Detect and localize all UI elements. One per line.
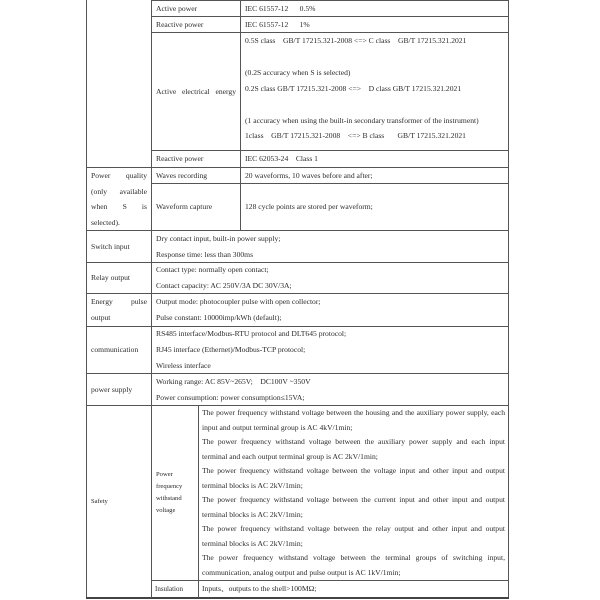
label-text: Reactive power	[156, 154, 204, 163]
value-text: 20 waveforms, 10 waves before and after;	[245, 170, 373, 180]
energy-pulse-label	[87, 294, 151, 326]
label-text: Switch input	[91, 241, 130, 251]
value-line: Wireless interface	[156, 361, 211, 370]
value-text: Inputs、outputs to the shell>100MΩ;	[202, 584, 317, 593]
withstand-item: The power frequency withstand voltage between the housing and the auxiliary power supply, each input and output terminal group is AC 4kV/1min;	[202, 408, 505, 432]
value-line: Dry contact input, built-in power supply;	[156, 233, 281, 243]
insulation-value	[199, 581, 508, 597]
insulation-label	[152, 581, 198, 597]
energy-line	[245, 49, 504, 65]
value-text: IEC 61557-12 1%	[245, 19, 310, 29]
energy-line: (0.2S accuracy when S is selected)	[245, 68, 351, 77]
energy-pulse-value	[152, 294, 508, 326]
waveform-capture-value	[241, 184, 508, 230]
energy-line: 1class GB/T 17215.321-2008 <=> B class GB/T 17215.321.2021	[245, 131, 466, 140]
energy-line: 0.5S class GB/T 17215.321-2008 <=> C class GB/T 17215.321.2021	[245, 36, 467, 45]
value-line: Contact capacity: AC 250V/3A DC 30V/3A;	[156, 281, 292, 290]
value-line: Pulse constant: 10000imp/kWh (default);	[156, 313, 282, 322]
safety-label	[87, 406, 151, 597]
label-text: Active electrical energy	[156, 86, 236, 96]
withstand-item: The power frequency withstand voltage between the current input and other input and output terminal blocks is AC 2kV/1min;	[202, 495, 505, 519]
value-line: Output mode: photocoupler pulse with open collector;	[156, 297, 321, 306]
switch-input-label	[87, 231, 151, 262]
reactive-power-label	[152, 17, 240, 32]
value-line: Contact type: normally open contact;	[156, 265, 269, 274]
communication-label	[87, 327, 151, 373]
label-text: Power frequency withstand voltage	[156, 471, 183, 514]
energy-line	[245, 97, 504, 113]
power-supply-label	[87, 374, 151, 405]
label-text: Waveform capture	[156, 202, 213, 211]
value-text: IEC 61557-12 0.5%	[245, 3, 316, 13]
active-power-value	[241, 1, 508, 16]
label-text: Safety	[91, 497, 108, 505]
active-energy-label	[152, 33, 240, 150]
label-text: Reactive power	[156, 19, 204, 29]
withstand-item: The power frequency withstand voltage between the voltage input and other input and output terminal blocks is AC 2kV/1min;	[202, 466, 505, 490]
border	[508, 0, 509, 598]
withstand-voltage-value	[199, 406, 508, 580]
label-text: communication	[91, 345, 139, 354]
border	[86, 597, 509, 599]
value-line: RJ45 interface (Ethernet)/Modbus-TCP protocol;	[156, 345, 306, 354]
value-text: IEC 62053-24 Class 1	[245, 154, 318, 163]
energy-line: 0.2S class GB/T 17215.321-2008 <=> D class GB/T 17215.321.2021	[245, 84, 462, 93]
label-text: Power quality (only available when S is selected).	[91, 171, 147, 227]
value-text: 128 cycle points are stored per waveform;	[245, 202, 373, 211]
reactive-energy-label	[152, 151, 240, 167]
communication-value	[152, 327, 508, 373]
active-energy-value	[241, 33, 508, 150]
power-quality-label	[87, 168, 151, 230]
label-text: Relay output	[91, 273, 131, 282]
value-line: Power consumption: power consumption≤15VA;	[156, 392, 305, 402]
power-supply-value	[152, 374, 508, 405]
switch-input-value	[152, 231, 508, 262]
withstand-voltage-label	[152, 406, 198, 580]
value-line: Working range: AC 85V~265V; DC100V ~350V	[156, 376, 311, 386]
value-line: RS485 interface/Modbus-RTU protocol and DLT645 protocol;	[156, 329, 347, 338]
waves-recording-label	[152, 168, 240, 183]
waves-recording-value	[241, 168, 508, 183]
withstand-item: The power frequency withstand voltage between the auxiliary power supply and each input terminal and each output terminal group is AC 2kV/1min;	[202, 437, 505, 461]
reactive-energy-value	[241, 151, 508, 167]
relay-output-value	[152, 263, 508, 293]
label-text: Insulation	[155, 585, 183, 593]
withstand-item: The power frequency withstand voltage between the terminal groups of switching input, communication, analog output and pulse output is AC 1kV/1min;	[202, 553, 505, 577]
reactive-power-value	[241, 17, 508, 32]
label-text: Energy pulse output	[91, 297, 147, 322]
label-text: Waves recording	[156, 170, 208, 180]
relay-output-label	[87, 263, 151, 293]
energy-line: (1 accuracy when using the built-in secondary transformer of the instrument)	[245, 116, 479, 125]
label-text: Active power	[156, 3, 198, 13]
value-line: Response time: less than 300ms	[156, 249, 254, 259]
withstand-item: The power frequency withstand voltage between the relay output and other input and output terminal blocks is AC 2kV/1min;	[202, 524, 505, 548]
label-text: power supply	[91, 384, 133, 394]
waveform-capture-label	[152, 184, 240, 230]
active-power-label	[152, 1, 240, 16]
